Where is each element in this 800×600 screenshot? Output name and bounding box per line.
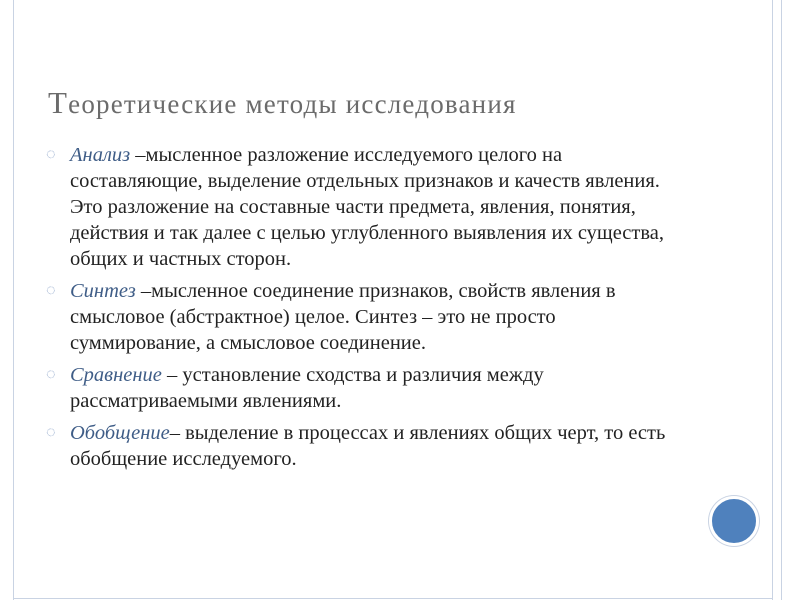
bullet-item-comparison bbox=[46, 362, 686, 414]
frame-line-right-inner bbox=[781, 0, 782, 600]
bullet-item-analysis bbox=[46, 142, 686, 272]
definition-analysis: –мысленное разложение исследуемого целого на составляющие, выделение отдельных признаков и качеств явления. Это разложение на составные части предмета, явления, понятия, действия и так далее с целью углубленного выявления их существа, общих и частных сторон. bbox=[70, 144, 664, 270]
bullet-icon: ◌ bbox=[46, 366, 56, 383]
term-analysis: Анализ bbox=[70, 144, 131, 166]
bullet-item-synthesis bbox=[46, 278, 686, 356]
frame-line-left bbox=[13, 0, 14, 600]
term-synthesis: Синтез bbox=[70, 280, 136, 302]
definition-comparison: – установление сходства и различия между рассматриваемыми явлениями. bbox=[70, 364, 544, 412]
bullet-icon: ◌ bbox=[46, 424, 56, 441]
slide-title-initial: Т bbox=[48, 85, 69, 120]
bullet-list bbox=[46, 142, 686, 478]
decorative-circle-icon bbox=[709, 496, 759, 546]
term-generalization: Обобщение bbox=[70, 422, 170, 444]
slide-title bbox=[48, 85, 748, 121]
definition-generalization: – выделение в процессах и явлениях общих черт, то есть обобщение исследуемого. bbox=[70, 422, 666, 470]
term-comparison: Сравнение bbox=[70, 364, 162, 386]
slide-title-rest: еоретические методы исследования bbox=[68, 89, 517, 119]
bullet-item-generalization bbox=[46, 420, 686, 472]
frame-line-right-outer bbox=[772, 0, 773, 600]
bullet-icon: ◌ bbox=[46, 146, 56, 163]
bullet-icon: ◌ bbox=[46, 282, 56, 299]
frame-line-bottom bbox=[13, 598, 773, 599]
definition-synthesis: –мысленное соединение признаков, свойств явления в смысловое (абстрактное) целое. Синтез – это не просто суммирование, а смысловое соединение. bbox=[70, 280, 616, 354]
